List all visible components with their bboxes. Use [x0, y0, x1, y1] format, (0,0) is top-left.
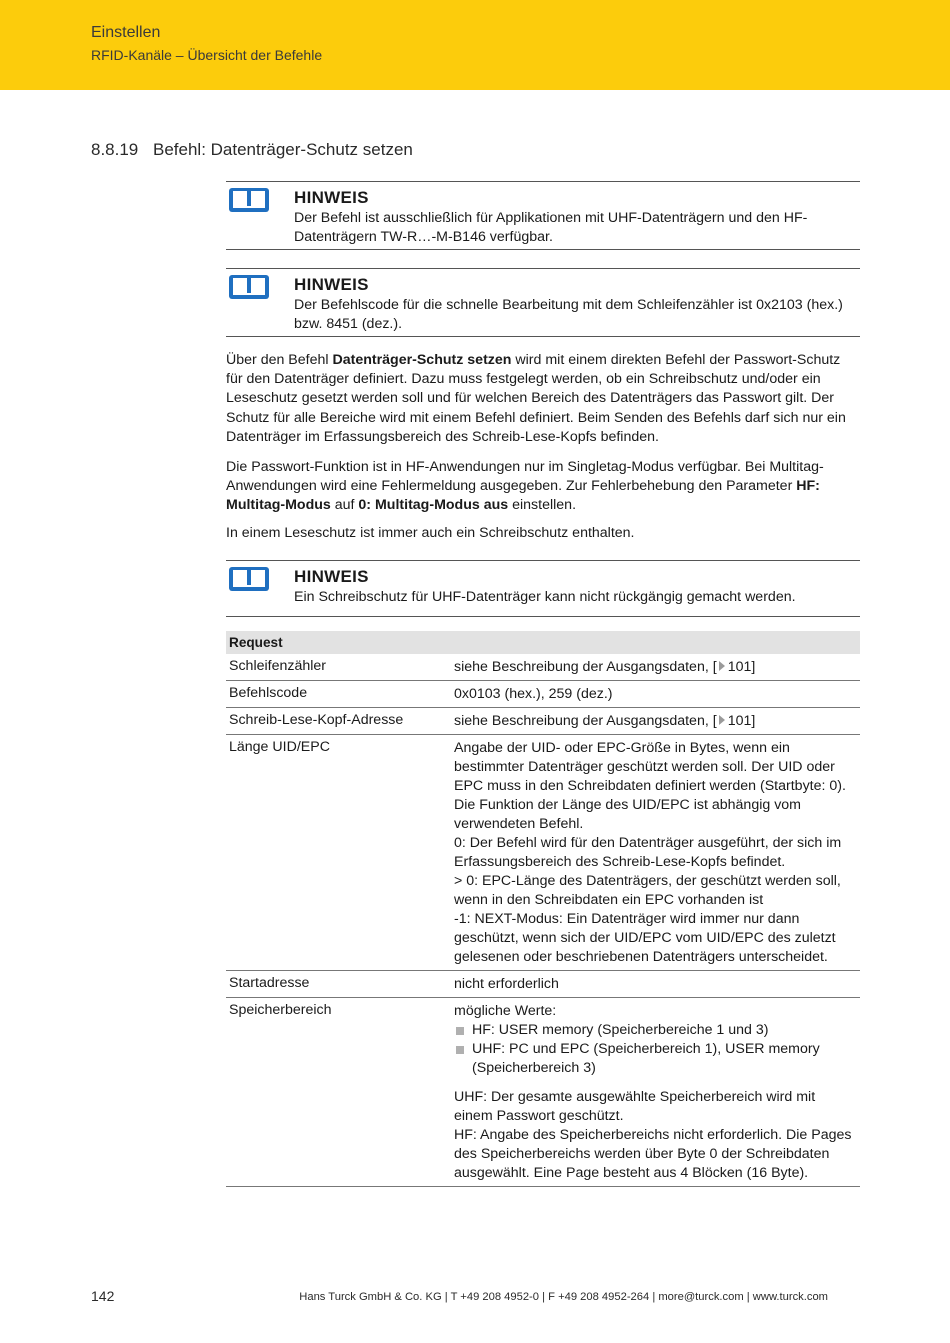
page-reference-arrow-icon[interactable]	[719, 715, 725, 725]
paragraph-text: wird mit einem direkten Befehl der Passwort-Schutz für den Datenträger definiert. Dazu muss festgelegt werden, ob ein Schreibschutz und/oder ein Leseschutz gesetzt werden soll und für welchen Bereich des Datenträgers das Passwort gilt. Der Schutz für alle Bereiche wird mit einem Befehl definiert. Beim Senden des Befehls darf sich nur ein Datenträger im Erfassungsbereich des Schreib-Lese-Kopfs befinden.	[226, 352, 846, 445]
table-row	[226, 681, 860, 708]
notice-title: HINWEIS	[294, 567, 369, 586]
page-reference-link[interactable]: 101]	[727, 713, 756, 729]
notice-box	[226, 181, 860, 250]
row-value-text: siehe Beschreibung der Ausgangsdaten,	[454, 659, 709, 675]
row-value-line: -1: NEXT-Modus: Ein Datenträger wird immer nur dann geschützt, wenn sich der UID/EPC vom UID/EPC des zuletzt gelesenen oder beschriebenen Datenträgers unterscheidet.	[454, 911, 836, 965]
row-value-line: UHF: Der gesamte ausgewählte Speicherbereich wird mit einem Passwort geschützt.	[454, 1089, 816, 1124]
notice-box	[226, 268, 860, 337]
footer-contact: Hans Turck GmbH & Co. KG | T +49 208 4952-0 | F +49 208 4952-264 | more@turck.com | www.turck.com	[299, 1291, 828, 1303]
paragraph-text: Die Passwort-Funktion ist in HF-Anwendungen nur im Singletag-Modus verfügbar. Bei Multitag-Anwendungen wird eine Fehlermeldung ausgegeben. Zur Fehlerbehebung den Parameter	[226, 459, 824, 495]
reference-bracket: [	[712, 659, 717, 675]
request-table	[226, 631, 860, 1187]
parameter-name: HF: Multitag-Modus	[226, 478, 820, 514]
page-header	[0, 0, 950, 90]
list-item-text: UHF: PC und EPC (Speicherbereich 1), USER memory (Speicherbereich 3)	[472, 1041, 820, 1076]
body-paragraph	[226, 351, 860, 447]
row-key: Speicherbereich	[229, 1002, 332, 1018]
row-key: Länge UID/EPC	[229, 739, 330, 755]
bullet-square-icon	[456, 1046, 464, 1054]
table-header: Request	[226, 631, 860, 654]
notice-text: Der Befehl ist ausschließlich für Applikationen mit UHF-Datenträgern und den HF-Datenträgern TW-R…-M-B146 verfügbar.	[294, 210, 808, 245]
row-key: Befehlscode	[229, 685, 308, 701]
page-number: 142	[91, 1288, 115, 1304]
table-row	[226, 971, 860, 998]
table-row	[226, 735, 860, 971]
row-key: Startadresse	[229, 975, 310, 991]
body-paragraph: In einem Leseschutz ist immer auch ein Schreibschutz enthalten.	[226, 525, 635, 541]
notice-text: Der Befehlscode für die schnelle Bearbeitung mit dem Schleifenzähler ist 0x2103 (hex.) bzw. 8451 (dez.).	[294, 297, 843, 332]
reference-bracket: [	[712, 713, 717, 729]
list-item	[454, 1021, 856, 1040]
command-name: Datenträger-Schutz setzen	[332, 352, 512, 368]
list-item-text: HF: USER memory (Speicherbereiche 1 und 3)	[472, 1022, 769, 1038]
row-value	[454, 735, 860, 970]
paragraph-text: auf	[330, 497, 359, 514]
info-book-icon	[229, 275, 269, 299]
list-item	[454, 1040, 856, 1078]
row-value-line: Angabe der UID- oder EPC-Größe in Bytes, wenn ein bestimmter Datenträger geschützt werden soll. Der UID oder EPC muss in den Schreibdaten definiert werden (Startbyte: 0). Die Funktion der Länge des UID/EPC ist abhängig vom verwendeten Befehl.	[454, 740, 846, 832]
row-value-line: HF: Angabe des Speicherbereichs nicht erforderlich. Die Pages des Speicherbereichs werden über Byte 0 der Schreibdaten ausgewählt. Eine Page besteht aus 4 Blöcken (16 Byte).	[454, 1127, 852, 1181]
body-paragraph	[226, 458, 860, 516]
info-book-icon	[229, 567, 269, 591]
parameter-value: 0: Multitag-Modus aus	[358, 497, 509, 514]
row-value-line: > 0: EPC-Länge des Datenträgers, der geschützt werden soll, wenn in den Schreibdaten ein EPC vorhanden ist	[454, 873, 841, 908]
table-row	[226, 654, 860, 681]
row-value-text: siehe Beschreibung der Ausgangsdaten,	[454, 713, 709, 729]
row-value: nicht erforderlich	[454, 976, 559, 992]
row-value-line: 0: Der Befehl wird für den Datenträger ausgeführt, der sich im Erfassungsbereich des Schreib-Lese-Kopfs befindet.	[454, 835, 842, 870]
row-value: 0x0103 (hex.), 259 (dez.)	[454, 686, 613, 702]
notice-box	[226, 560, 860, 617]
paragraph-text: Über den Befehl	[226, 352, 333, 368]
section-heading	[91, 140, 413, 160]
paragraph-text: einstellen.	[508, 497, 577, 514]
notice-text: Ein Schreibschutz für UHF-Datenträger kann nicht rückgängig gemacht werden.	[294, 589, 796, 605]
row-value	[454, 998, 860, 1186]
chapter-title: Einstellen	[91, 24, 161, 41]
table-row	[226, 998, 860, 1187]
page-reference-link[interactable]: 101]	[727, 659, 756, 675]
section-number: 8.8.19	[91, 140, 139, 159]
section-title: Befehl: Datenträger-Schutz setzen	[153, 140, 413, 159]
row-value	[454, 654, 860, 680]
row-value-line: mögliche Werte:	[454, 1003, 557, 1019]
bullet-square-icon	[456, 1027, 464, 1035]
page-reference-arrow-icon[interactable]	[719, 661, 725, 671]
notice-title: HINWEIS	[294, 188, 369, 207]
notice-title: HINWEIS	[294, 275, 369, 294]
table-row	[226, 708, 860, 735]
bullet-list	[454, 1021, 856, 1078]
row-value	[454, 708, 860, 734]
row-key: Schreib-Lese-Kopf-Adresse	[229, 712, 404, 728]
row-key: Schleifenzähler	[229, 658, 327, 674]
info-book-icon	[229, 188, 269, 212]
chapter-subtitle: RFID-Kanäle – Übersicht der Befehle	[91, 47, 323, 63]
